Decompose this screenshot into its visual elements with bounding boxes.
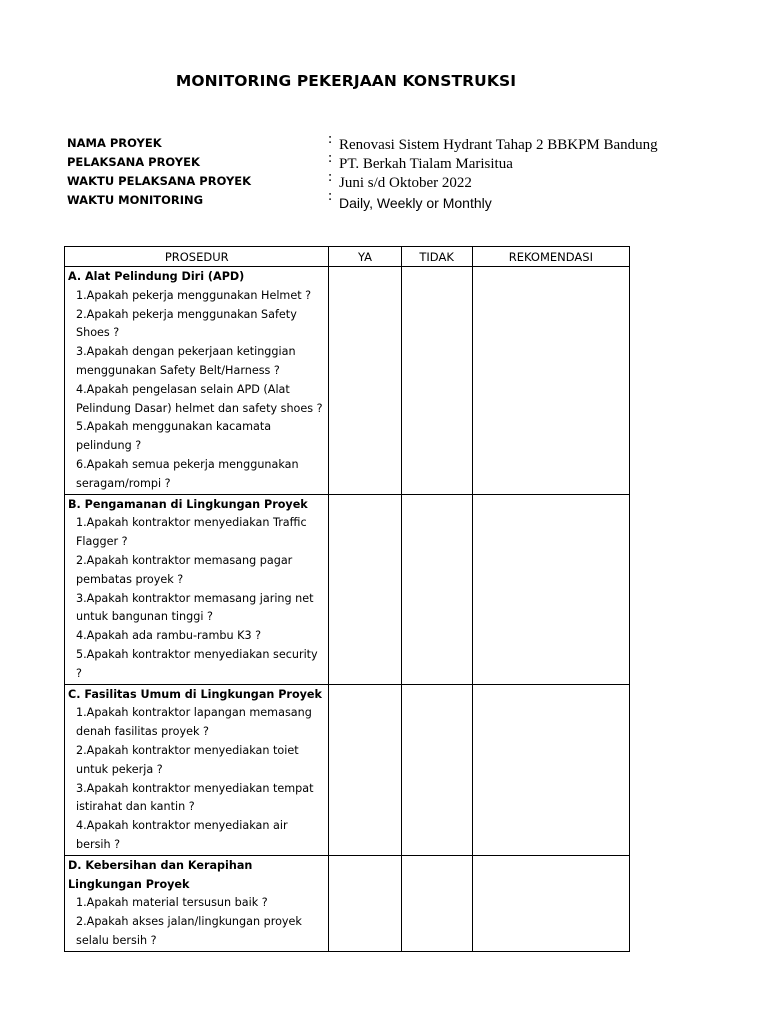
question-item: 4.Apakah kontraktor menyediakan air bersih ?: [76, 819, 288, 851]
ya-cell[interactable]: [329, 494, 401, 684]
question-item: 3.Apakah kontraktor menyediakan tempat istirahat dan kantin ?: [76, 781, 314, 814]
info-label: NAMA PROYEK: [67, 136, 162, 150]
section-title: D. Kebersihan dan Kerapihan Lingkungan Proyek: [68, 858, 253, 891]
question-item: 2.Apakah kontraktor memasang pagar pembatas proyek ?: [76, 553, 293, 586]
header-rekomendasi: REKOMENDASI: [472, 247, 629, 267]
prosedur-cell: [65, 267, 329, 495]
ya-cell[interactable]: [329, 267, 401, 495]
question-item: 4.Apakah ada rambu-rambu K3 ?: [76, 629, 262, 643]
question-item: 4.Apakah pengelasan selain APD (Alat Pelindung Dasar) helmet dan safety shoes ?: [76, 382, 323, 415]
header-prosedur: PROSEDUR: [65, 247, 329, 267]
question-item: 6.Apakah semua pekerja menggunakan seragam/rompi ?: [76, 457, 299, 490]
header-ya: YA: [329, 247, 401, 267]
tidak-cell[interactable]: [401, 267, 472, 495]
rekomendasi-cell[interactable]: [472, 494, 629, 684]
info-colon: :: [328, 150, 333, 166]
prosedur-cell: [65, 855, 329, 951]
ya-cell[interactable]: [329, 684, 401, 855]
section-title: A. Alat Pelindung Diri (APD): [68, 270, 245, 283]
question-item: 1.Apakah material tersusun baik ?: [76, 896, 268, 910]
rekomendasi-cell[interactable]: [472, 684, 629, 855]
info-colon: :: [328, 188, 333, 204]
question-item: 2.Apakah kontraktor menyediakan toiet untuk pekerja ?: [76, 743, 299, 776]
section-row-a: [65, 267, 630, 495]
tidak-cell[interactable]: [401, 494, 472, 684]
info-value: Juni s/d Oktober 2022: [339, 175, 472, 191]
checklist-table: [64, 246, 630, 952]
header-row: [65, 247, 630, 267]
document-title: MONITORING PEKERJAAN KONSTRUKSI: [175, 72, 517, 90]
question-item: 1.Apakah kontraktor menyediakan Traffic Flagger ?: [76, 516, 307, 549]
rekomendasi-cell[interactable]: [472, 267, 629, 495]
question-item: 1.Apakah kontraktor lapangan memasang denah fasilitas proyek ?: [76, 706, 312, 739]
section-title: B. Pengamanan di Lingkungan Proyek: [68, 497, 308, 511]
question-item: 3.Apakah kontraktor memasang jaring net untuk bangunan tinggi ?: [76, 591, 314, 624]
rekomendasi-cell[interactable]: [472, 855, 629, 951]
question-item: 5.Apakah menggunakan kacamata pelindung ?: [76, 420, 272, 453]
section-row-d: [65, 855, 630, 951]
tidak-cell[interactable]: [401, 684, 472, 855]
info-colon: :: [328, 131, 333, 147]
question-item: 5.Apakah kontraktor menyediakan security ?: [76, 647, 318, 680]
info-value: Daily, Weekly or Monthly: [339, 195, 492, 211]
info-label: WAKTU PELAKSANA PROYEK: [67, 174, 252, 188]
ya-cell[interactable]: [329, 855, 401, 951]
question-item: 2.Apakah akses jalan/lingkungan proyek selalu bersih ?: [76, 915, 302, 947]
section-title: C. Fasilitas Umum di Lingkungan Proyek: [68, 687, 322, 701]
header-tidak: TIDAK: [401, 247, 472, 267]
question-item: 2.Apakah pekerja menggunakan Safety Shoes ?: [76, 307, 297, 340]
info-colon: :: [328, 169, 333, 185]
info-value: Renovasi Sistem Hydrant Tahap 2 BBKPM Bandung: [339, 137, 658, 153]
prosedur-cell: [65, 684, 329, 855]
question-item: 3.Apakah dengan pekerjaan ketinggian menggunakan Safety Belt/Harness ?: [76, 345, 296, 377]
info-value: PT. Berkah Tialam Marisitua: [339, 156, 513, 172]
question-item: 1.Apakah pekerja menggunakan Helmet ?: [76, 288, 312, 302]
section-row-b: [65, 494, 630, 684]
prosedur-cell: [65, 494, 329, 684]
info-label: WAKTU MONITORING: [67, 193, 204, 207]
tidak-cell[interactable]: [401, 855, 472, 951]
section-row-c: [65, 684, 630, 855]
info-label: PELAKSANA PROYEK: [67, 155, 200, 169]
